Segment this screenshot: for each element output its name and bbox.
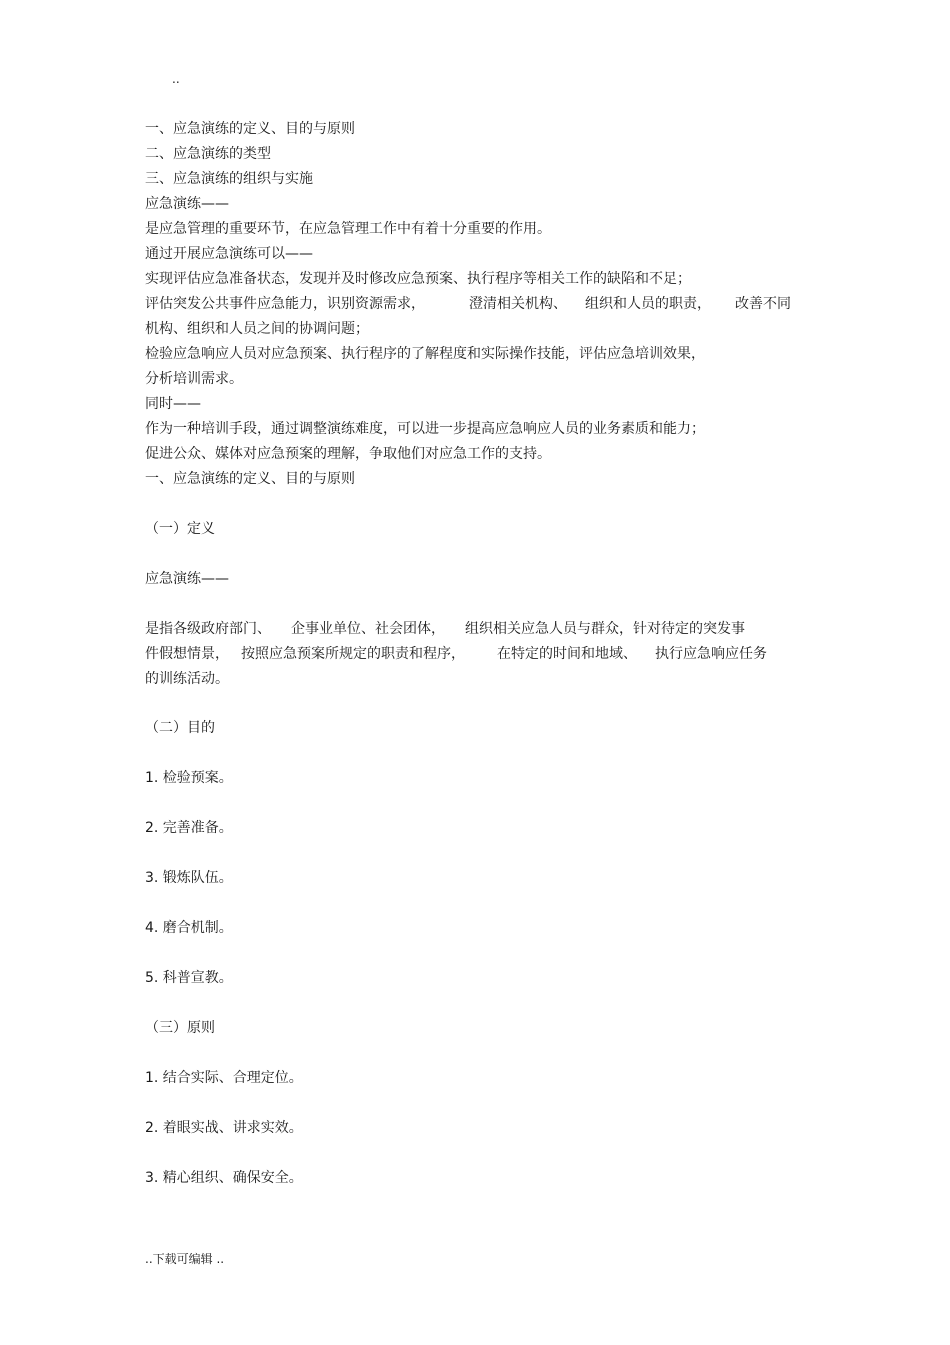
principle-heading: （三）原则 <box>145 1020 215 1036</box>
definition-line-2-part-a: 件假想情景， <box>145 646 229 662</box>
definition-term: 应急演练—— <box>145 571 229 587</box>
principle-item: 3. 精心组织、确保安全。 <box>145 1170 303 1186</box>
intro-lead: 通过开展应急演练可以—— <box>145 246 313 262</box>
purpose-heading: （二）目的 <box>145 720 215 736</box>
intro-benefit-2-cont: 机构、组织和人员之间的协调问题； <box>145 321 369 337</box>
toc-item-3: 三、应急演练的组织与实施 <box>145 171 313 187</box>
definition-line-2 <box>145 645 767 663</box>
definition-line-2-part-d: 执行应急响应任务 <box>655 646 767 662</box>
intro-benefit-2 <box>145 295 791 313</box>
intro-benefit-1: 实现评估应急准备状态，发现并及时修改应急预案、执行程序等相关工作的缺陷和不足； <box>145 271 691 287</box>
definition-line-1-part-c: 组织相关应急人员与群众，针对待定的突发事 <box>465 621 745 637</box>
definition-line-2-part-c: 在特定的时间和地域、 <box>497 646 637 662</box>
definition-line-3: 的训练活动。 <box>145 671 229 687</box>
definition-line-1 <box>145 620 745 638</box>
intro-benefit-3-cont: 分析培训需求。 <box>145 371 243 387</box>
definition-line-1-part-a: 是指各级政府部门、 <box>145 621 271 637</box>
section-1-title: 一、应急演练的定义、目的与原则 <box>145 471 355 487</box>
footer-note: ..下载可编辑 .. <box>145 1252 225 1266</box>
intro-also-lead: 同时—— <box>145 396 201 412</box>
purpose-item: 1. 检验预案。 <box>145 770 233 786</box>
intro-benefit-2-part-d: 改善不同 <box>735 296 791 312</box>
purpose-item: 4. 磨合机制。 <box>145 920 233 936</box>
intro-term: 应急演练—— <box>145 196 229 212</box>
header-mark: .. <box>172 72 180 86</box>
intro-benefit-3: 检验应急响应人员对应急预案、执行程序的了解程度和实际操作技能，评估应急培训效果， <box>145 346 705 362</box>
intro-definition: 是应急管理的重要环节，在应急管理工作中有着十分重要的作用。 <box>145 221 551 237</box>
intro-benefit-2-part-c: 组织和人员的职责， <box>585 296 711 312</box>
toc-item-2: 二、应急演练的类型 <box>145 146 271 162</box>
definition-heading: （一）定义 <box>145 521 215 537</box>
purpose-item: 2. 完善准备。 <box>145 820 233 836</box>
intro-also-2: 促进公众、媒体对应急预案的理解，争取他们对应急工作的支持。 <box>145 446 551 462</box>
principle-item: 2. 着眼实战、讲求实效。 <box>145 1120 303 1136</box>
definition-line-2-part-b: 按照应急预案所规定的职责和程序， <box>241 646 465 662</box>
purpose-item: 5. 科普宣教。 <box>145 970 233 986</box>
purpose-item: 3. 锻炼队伍。 <box>145 870 233 886</box>
intro-also-1: 作为一种培训手段，通过调整演练难度，可以进一步提高应急响应人员的业务素质和能力； <box>145 421 705 437</box>
intro-benefit-2-part-b: 澄清相关机构、 <box>469 296 567 312</box>
toc-item-1: 一、应急演练的定义、目的与原则 <box>145 121 355 137</box>
principle-item: 1. 结合实际、合理定位。 <box>145 1070 303 1086</box>
intro-benefit-2-part-a: 评估突发公共事件应急能力，识别资源需求， <box>145 296 425 312</box>
definition-line-1-part-b: 企事业单位、社会团体， <box>291 621 445 637</box>
